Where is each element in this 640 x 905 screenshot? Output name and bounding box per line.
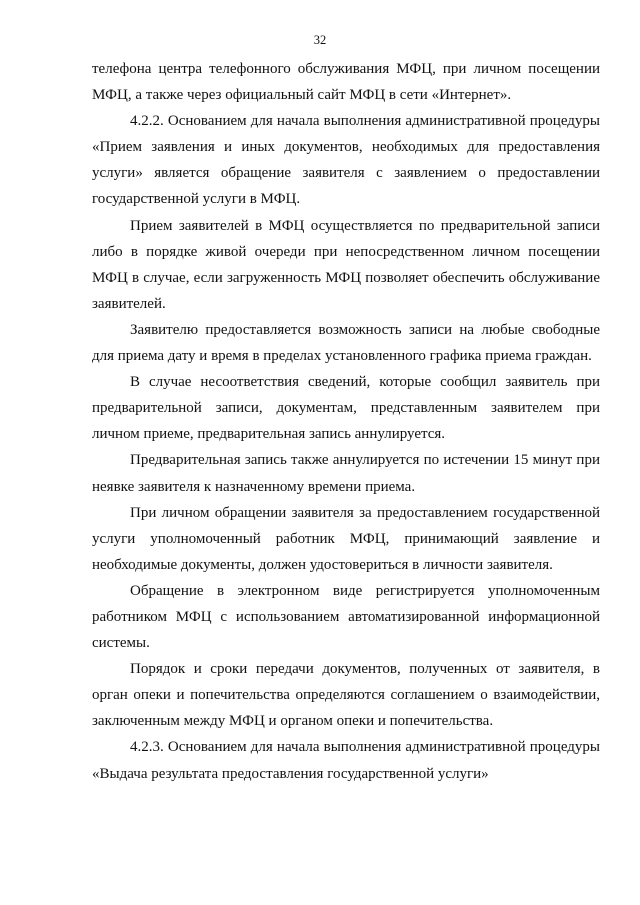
page-number: 32: [313, 33, 327, 47]
paragraph-transfer: Порядок и сроки передачи документов, полученных от заявителя, в орган опеки и попечительства определяются соглашением о взаимодействии, заключенным между МФЦ и органом опеки и попечительства.: [92, 661, 600, 730]
paragraph-booking: Заявителю предоставляется возможность записи на любые свободные для приема дату и время в пределах установленного графика приема граждан.: [92, 321, 600, 365]
paragraph-4-2-2: 4.2.2. Основанием для начала выполнения административной процедуры «Прием заявления и иных документов, необходимых для предоставления услуги» является обращение заявителя с заявлением о предоставлении государственной услуги в МФЦ.: [92, 113, 600, 208]
paragraph-mismatch: В случае несоответствия сведений, которые сообщил заявитель при предварительной записи, документам, представленным заявителем при личном приеме, предварительная запись аннулируется.: [92, 374, 600, 443]
paragraph-electronic: Обращение в электронном виде регистрируется уполномоченным работником МФЦ с использованием автоматизированной информационной системы.: [92, 582, 600, 652]
document-body: [92, 56, 600, 787]
paragraph-reception: Прием заявителей в МФЦ осуществляется по предварительной записи либо в порядке живой очереди при непосредственном личном посещении МФЦ в случае, если загруженность МФЦ позволяет обеспечить обслуживание заявителей.: [92, 217, 600, 312]
paragraph-continuation: телефона центра телефонного обслуживания МФЦ, при личном посещении МФЦ, а также через официальный сайт МФЦ в сети «Интернет».: [92, 61, 600, 104]
paragraph-identity-check: При личном обращении заявителя за предоставлением государственной услуги уполномоченный работник МФЦ, принимающий заявление и необходимые документы, должен удостовериться в личности заявителя.: [92, 504, 600, 573]
paragraph-4-2-3: 4.2.3. Основанием для начала выполнения административной процедуры «Выдача результата предоставления государственной услуги»: [92, 739, 600, 782]
paragraph-cancellation: Предварительная запись также аннулируется по истечении 15 минут при неявке заявителя к назначенному времени приема.: [92, 452, 600, 495]
